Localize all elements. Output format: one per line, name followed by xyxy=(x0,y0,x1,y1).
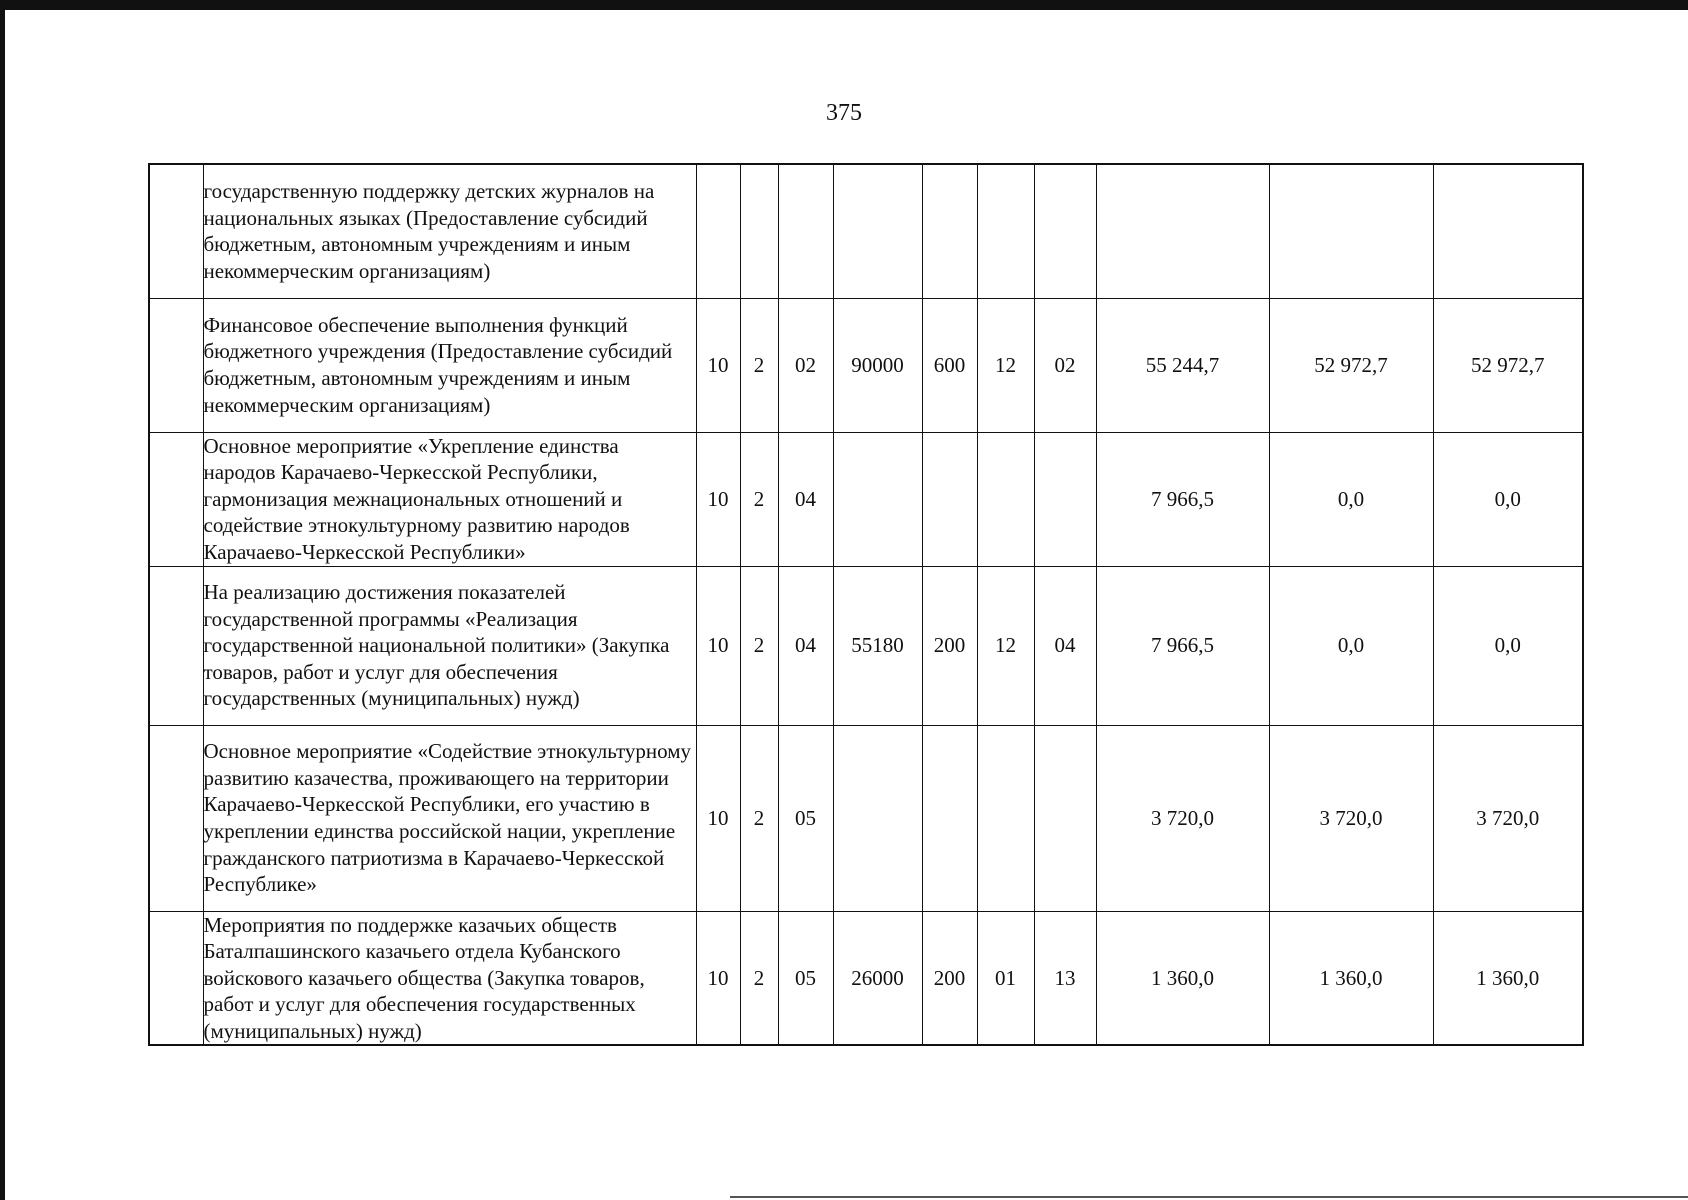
code-cell xyxy=(1034,164,1096,298)
table-row xyxy=(149,911,1583,1045)
row-number-cell xyxy=(149,725,203,911)
code-cell: 600 xyxy=(922,298,977,432)
description-cell: государственную поддержку детских журналов на национальных языках (Предоставление субсидий бюджетным, автономным учреждениям и иным некоммерческим организациям) xyxy=(203,164,696,298)
budget-table xyxy=(148,163,1584,1046)
code-cell xyxy=(833,725,922,911)
amount-cell xyxy=(1269,164,1433,298)
code-cell: 05 xyxy=(778,911,833,1045)
amount-cell: 52 972,7 xyxy=(1269,298,1433,432)
code-cell: 12 xyxy=(977,298,1034,432)
code-cell: 2 xyxy=(740,911,778,1045)
code-cell: 55180 xyxy=(833,566,922,725)
amount-cell: 52 972,7 xyxy=(1433,298,1583,432)
code-cell: 200 xyxy=(922,566,977,725)
code-cell xyxy=(1034,725,1096,911)
amount-cell xyxy=(1096,164,1269,298)
code-cell: 2 xyxy=(740,432,778,566)
code-cell xyxy=(977,432,1034,566)
code-cell xyxy=(696,164,740,298)
amount-cell: 55 244,7 xyxy=(1096,298,1269,432)
code-cell: 02 xyxy=(778,298,833,432)
code-cell xyxy=(922,164,977,298)
description-cell: Основное мероприятие «Содействие этнокультурному развитию казачества, проживающего на территории Карачаево-Черкесской Республики, его участию в укреплении единства российской нации, укрепление гражданского патриотизма в Карачаево-Черкесской Республике» xyxy=(203,725,696,911)
code-cell: 10 xyxy=(696,566,740,725)
table-row xyxy=(149,298,1583,432)
table-row xyxy=(149,164,1583,298)
code-cell xyxy=(977,725,1034,911)
code-cell: 05 xyxy=(778,725,833,911)
table-row xyxy=(149,566,1583,725)
code-cell xyxy=(833,164,922,298)
table-body xyxy=(149,164,1583,1045)
page-number: 375 xyxy=(826,100,862,126)
table-row xyxy=(149,725,1583,911)
code-cell: 10 xyxy=(696,298,740,432)
description-cell: Мероприятия по поддержке казачьих обществ Баталпашинского казачьего отдела Кубанского войскового казачьего общества (Закупка товаров, работ и услуг для обеспечения государственных (муниципальных) нужд) xyxy=(203,911,696,1045)
row-number-cell xyxy=(149,298,203,432)
amount-cell: 3 720,0 xyxy=(1096,725,1269,911)
amount-cell: 7 966,5 xyxy=(1096,432,1269,566)
code-cell: 12 xyxy=(977,566,1034,725)
code-cell: 10 xyxy=(696,725,740,911)
scan-left-border xyxy=(0,0,5,1200)
code-cell: 01 xyxy=(977,911,1034,1045)
code-cell: 26000 xyxy=(833,911,922,1045)
code-cell xyxy=(922,432,977,566)
code-cell: 90000 xyxy=(833,298,922,432)
code-cell: 04 xyxy=(778,566,833,725)
code-cell: 2 xyxy=(740,725,778,911)
code-cell xyxy=(977,164,1034,298)
code-cell: 10 xyxy=(696,432,740,566)
code-cell xyxy=(740,164,778,298)
amount-cell: 0,0 xyxy=(1269,432,1433,566)
code-cell xyxy=(778,164,833,298)
code-cell: 2 xyxy=(740,566,778,725)
code-cell: 10 xyxy=(696,911,740,1045)
code-cell xyxy=(922,725,977,911)
row-number-cell xyxy=(149,566,203,725)
amount-cell: 0,0 xyxy=(1433,566,1583,725)
row-number-cell xyxy=(149,911,203,1045)
amount-cell: 3 720,0 xyxy=(1269,725,1433,911)
row-number-cell xyxy=(149,164,203,298)
code-cell: 04 xyxy=(778,432,833,566)
row-number-cell xyxy=(149,432,203,566)
description-cell: Финансовое обеспечение выполнения функций бюджетного учреждения (Предоставление субсидий бюджетным, автономным учреждениям и иным некоммерческим организациям) xyxy=(203,298,696,432)
code-cell: 13 xyxy=(1034,911,1096,1045)
code-cell xyxy=(1034,432,1096,566)
amount-cell: 1 360,0 xyxy=(1096,911,1269,1045)
description-cell: На реализацию достижения показателей государственной программы «Реализация государственной национальной политики» (Закупка товаров, работ и услуг для обеспечения государственных (муниципальных) нужд) xyxy=(203,566,696,725)
amount-cell: 1 360,0 xyxy=(1433,911,1583,1045)
amount-cell: 0,0 xyxy=(1269,566,1433,725)
code-cell xyxy=(833,432,922,566)
code-cell: 200 xyxy=(922,911,977,1045)
scan-bottom-line xyxy=(730,1196,1688,1198)
amount-cell: 0,0 xyxy=(1433,432,1583,566)
table-row xyxy=(149,432,1583,566)
amount-cell: 7 966,5 xyxy=(1096,566,1269,725)
code-cell: 02 xyxy=(1034,298,1096,432)
code-cell: 04 xyxy=(1034,566,1096,725)
amount-cell: 3 720,0 xyxy=(1433,725,1583,911)
amount-cell: 1 360,0 xyxy=(1269,911,1433,1045)
code-cell: 2 xyxy=(740,298,778,432)
description-cell: Основное мероприятие «Укрепление единства народов Карачаево-Черкесской Республики, гармонизация межнациональных отношений и содействие этнокультурному развитию народов Карачаево-Черкесской Республики» xyxy=(203,432,696,566)
amount-cell xyxy=(1433,164,1583,298)
scan-top-border xyxy=(0,0,1688,10)
